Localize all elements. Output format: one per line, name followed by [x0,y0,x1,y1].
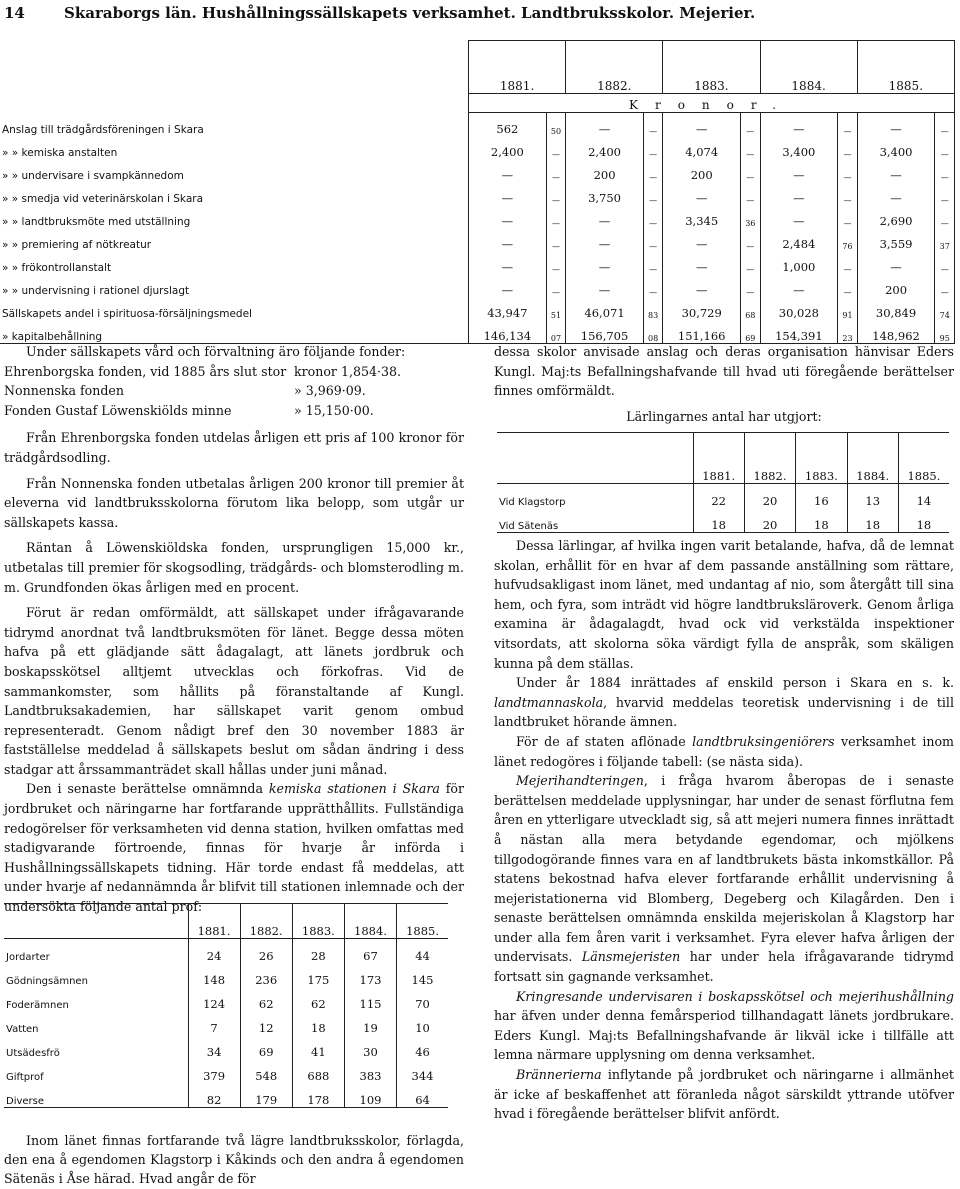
row-label: Jordarter [6,952,50,963]
year-header: 1881. [188,904,240,939]
amount-cell: — [663,182,741,205]
value-cell: 14 [898,484,949,509]
row-label: Giftprof [6,1072,44,1083]
value-cell: 24 [188,939,240,964]
fraction-cell: — [643,182,662,205]
text-run: har under hela ifrågavarande tidrymd fortsatt sin gagnande verksamhet. [494,949,954,985]
value-cell: 7 [188,1011,240,1035]
table-row [0,136,955,159]
paragraph: Räntan å Löwenskiöldska fonden, ursprungligen 15,000 kr., utbetalas till premier för skogsodling, trädgårds- och blomsterodling m. m. Grundfonden ökas årligen med en procent. [4,540,464,595]
amount-cell: — [566,113,644,137]
value-cell: 10 [397,1011,448,1035]
value-cell: 41 [292,1035,344,1059]
amount-cell: — [469,251,547,274]
amount-cell: 3,400 [760,136,838,159]
fraction-cell: — [935,251,955,274]
italic-run: Mejerihandteringen [516,773,644,789]
amount-cell: 3,750 [566,182,644,205]
amount-cell: 200 [857,274,935,297]
fraction-cell: — [838,159,857,182]
value-cell: 67 [344,939,396,964]
amount-cell: — [760,113,838,137]
fraction-cell: — [741,136,760,159]
value-cell: 109 [344,1083,396,1108]
year-header: 1885. [857,41,954,94]
text-run: verksamhet inom länet redogöres i följande tabell: (se nästa sida). [494,733,954,769]
year-header: 1881. [693,433,744,484]
table-row [4,1059,448,1083]
fraction-cell: — [546,159,565,182]
fraction-cell: 69 [741,320,760,344]
table-row [0,182,955,205]
amount-cell: 30,729 [663,297,741,320]
text-run: Den i senaste berättelse omnämnda [26,781,269,797]
value-cell: 236 [240,963,292,987]
value-cell: 20 [744,484,795,509]
table-row [4,939,448,964]
value-cell: 46 [397,1035,448,1059]
amount-cell: 562 [469,113,547,137]
right-closing-text [494,536,954,1124]
fund-value: kronor 1,854·38. [294,363,402,379]
station-table-header [4,904,448,939]
amount-cell: — [469,182,547,205]
value-cell: 18 [898,508,949,533]
fund-value: » 3,969·09. [294,383,366,399]
fraction-cell: 83 [643,297,662,320]
amount-cell: 3,400 [857,136,935,159]
text-run: inflytande på jordbruket och näringarne i allmänhet är icke af beskaffenhet att föranleda något särskildt yttrande utöfver hvad i föregående berättelser blifvit anfördt. [494,1067,954,1122]
value-cell: 179 [240,1083,292,1108]
table-row [0,274,955,297]
amount-cell: — [469,274,547,297]
fraction-cell: — [935,182,955,205]
amount-cell: — [469,159,547,182]
row-label: » » undervisning i rationel djurslagt [2,285,190,297]
amount-cell: — [663,274,741,297]
year-header: 1882. [240,904,292,939]
fraction-cell: — [546,182,565,205]
fraction-cell: — [741,182,760,205]
paragraph: Från Nonnenska fonden utbetalas årligen 200 kronor till premier åt eleverna vid landtbruksskolorna förutom lika belopp, som utgår ur sällskapets kassa. [4,475,464,530]
fund-label: Ehrenborgska fonden, vid 1885 års slut stor [4,363,287,379]
value-cell: 148 [188,963,240,987]
fraction-cell: — [643,113,662,137]
value-cell: 82 [188,1083,240,1108]
value-cell: 548 [240,1059,292,1083]
unit-row [0,94,955,113]
amount-cell: — [760,274,838,297]
fraction-cell: 74 [935,297,955,320]
value-cell: 18 [693,508,744,533]
pupils-table-header [497,433,949,484]
fraction-cell: 95 [935,320,955,344]
amount-cell: — [469,205,547,228]
value-cell: 18 [292,1011,344,1035]
table-row [4,1011,448,1035]
fraction-cell: — [546,251,565,274]
year-header: 1884. [760,41,857,94]
row-label: » » premiering af nötkreatur [2,239,152,251]
row-label: Utsädesfrö [6,1048,60,1059]
fraction-cell: — [935,113,955,137]
value-cell: 124 [188,987,240,1011]
value-cell: 12 [240,1011,292,1035]
amount-cell: 2,400 [566,136,644,159]
paragraph [494,987,954,1065]
left-column [4,342,464,917]
station-samples-table [4,903,448,1108]
row-label: Vid Sätenäs [497,508,693,533]
fraction-cell: — [838,205,857,228]
row-label: » kapitalbehållning [0,320,469,344]
table-row [4,1035,448,1059]
value-cell: 62 [240,987,292,1011]
value-cell: 115 [344,987,396,1011]
value-cell: 69 [240,1035,292,1059]
table-row [0,205,955,228]
table-row [0,113,955,137]
paragraph [494,732,954,771]
fraction-cell: 51 [546,297,565,320]
amount-cell: — [760,182,838,205]
row-label: Foderämnen [6,1000,69,1011]
text-run: För de af staten aflönade [516,733,693,749]
paragraph [494,771,954,987]
amount-cell: — [857,182,935,205]
amount-cell: — [566,205,644,228]
value-cell: 379 [188,1059,240,1083]
fraction-cell: 23 [838,320,857,344]
amount-cell: 151,166 [663,320,741,344]
amount-cell: 46,071 [566,297,644,320]
row-label: » » smedja vid veterinärskolan i Skara [2,193,204,205]
value-cell: 62 [292,987,344,1011]
table-row [4,963,448,987]
fraction-cell: 36 [741,205,760,228]
fraction-cell: — [546,136,565,159]
year-header: 1884. [847,433,898,484]
row-label: Diverse [4,1083,188,1108]
table-row [497,484,949,509]
text-run: , i fråga hvarom åberopas de i senaste berättelsen meddelade upplysningar, har under de senast förflutna fem åren en ytterligare utveckladt sig, så att mejeri numera finnes inrättadt å nästan alla mera betydande egendomar, och mjölkens tillgodogörande finnes vara en af landtbrukets bästa inkomstkällor. På statens bekostnad hafva elever fortfarande erhållit undervisning å mejeristationerna vid Blomberg, Degeberg och Kilagården. Den i senaste berättelsen omnämnda enskilda mejeriskolan å Klagstorp har under alla fem åren varit i verksamhet. Fyra elever hafva årligen der undervisats. [494,773,954,965]
value-cell: 173 [344,963,396,987]
paragraph: Förut är redan omförmäldt, att sällskapet under ifrågavarande tidrymd anordnat två landtbruksmöten för länet. Begge dessa möten hafva på ett glädjande sätt ådagalagt, att länets jordbruk och boskapsskötsel alltjemt utvecklas och förkofras. Vid de sammankomster, som hållits på föranstaltande af Kungl. Landtbruksakademien, har sällskapet varit genom ombud representeradt. Genom nådigt bref den 30 november 1883 är fastställelse meddelad å sällskapets beslut om sådan ändring i dess stadgar att årssammanträdet skall hållas under juni månad. [4,605,464,777]
value-cell: 13 [847,484,898,509]
amount-cell: 2,400 [469,136,547,159]
table-row [0,320,955,344]
fraction-cell: — [838,113,857,137]
fraction-cell: — [643,274,662,297]
amount-cell: 30,849 [857,297,935,320]
fraction-cell: — [935,274,955,297]
amount-cell: — [760,159,838,182]
fraction-cell: — [838,251,857,274]
amount-cell: — [663,251,741,274]
year-header: 1882. [744,433,795,484]
paragraph [494,1065,954,1124]
italic-run: Kringresande undervisaren i boskapsskötsel och mejerihushållning [516,988,954,1004]
row-label: » » kemiska anstalten [2,147,118,159]
right-column [494,342,954,426]
amount-cell: — [760,205,838,228]
amount-cell: 156,705 [566,320,644,344]
row-label: Sällskapets andel i spirituosa-försäljningsmedel [2,308,252,320]
fraction-cell: — [643,205,662,228]
amount-cell: — [566,274,644,297]
pupils-table [497,432,949,533]
year-header: 1882. [566,41,663,94]
table-row [0,228,955,251]
value-cell: 344 [397,1059,448,1083]
fraction-cell: 07 [546,320,565,344]
fraction-cell: — [838,274,857,297]
fraction-cell: — [741,113,760,137]
row-label: Vatten [6,1024,39,1035]
year-header: 1881. [469,41,566,94]
amount-cell: 200 [663,159,741,182]
amount-cell: 4,074 [663,136,741,159]
table-row [0,251,955,274]
fraction-cell: 50 [546,113,565,137]
paragraph [494,673,954,732]
fraction-cell: — [546,205,565,228]
fund-line [4,381,464,401]
value-cell: 28 [292,939,344,964]
italic-run: kemiska stationen i Skara [268,781,440,797]
fraction-cell: — [935,159,955,182]
fraction-cell: — [741,251,760,274]
amount-cell: 2,484 [760,228,838,251]
year-header: 1883. [663,41,760,94]
italic-run: Länsmejeristen [581,949,681,965]
fraction-cell: — [935,205,955,228]
row-label: » » frökontrollanstalt [2,262,112,274]
italic-run: Brännerierna [516,1067,602,1083]
fraction-cell: 08 [643,320,662,344]
fraction-cell: — [741,159,760,182]
fraction-cell: — [838,136,857,159]
text-run: för jordbruket och näringarne har fortfarande upprätthållits. Fullständiga redogörelser för verksamheten vid denna station, hvilken omfattas med stadigvarande förtroende, finnas för hvarje år införda i Hushållningssällskapets tidning. Här torde endast få meddelas, att under hvarje af nedannämnda år blifvit till stationen inlemnade och der undersökta följande antal prof: [4,781,464,915]
fraction-cell: — [546,228,565,251]
italic-run: landtbruksingeniörers [692,733,835,749]
fund-line [4,401,464,421]
amount-cell: 154,391 [760,320,838,344]
paragraph: Dessa lärlingar, af hvilka ingen varit betalande, hafva, då de lemnat skolan, erhållit för en hvar af dem passande anställning som rättare, hufvudsakligast inom länet, med undantag af nio, som återgått till sina hem, och fyra, som inträdt vid högre landtbruksläroverk. Genom årliga examina är ådagalagdt, hvad ock vid verkstälda inspektioner vitsordats, att skolorna söka värdigt fylla de anspråk, som skäligen kunna på dem ställas. [494,538,954,671]
year-header: 1885. [397,904,448,939]
running-title: Skaraborgs län. Hushållningssällskapets verksamhet. Landtbruksskolor. Mejerier. [64,4,756,22]
value-cell: 34 [188,1035,240,1059]
fraction-cell: — [643,228,662,251]
value-cell: 64 [397,1083,448,1108]
value-cell: 22 [693,484,744,509]
value-cell: 16 [796,484,847,509]
amount-cell: — [566,228,644,251]
value-cell: 19 [344,1011,396,1035]
fraction-cell: — [643,159,662,182]
value-cell: 175 [292,963,344,987]
value-cell: 18 [796,508,847,533]
row-label: Vid Klagstorp [499,497,566,508]
row-label: Gödningsämnen [6,976,88,987]
amount-cell: — [857,251,935,274]
fraction-cell: — [643,251,662,274]
table-row [0,297,955,320]
grants-table-header [0,41,955,94]
page-number: 14 [4,4,25,22]
value-cell: 20 [744,508,795,533]
text-run: , hvarvid meddelas teoretisk undervisning i de till landtbruket hörande ämnen. [494,694,954,730]
amount-cell: 3,559 [857,228,935,251]
left-closing-text [4,1131,464,1188]
paragraph: Inom länet finnas fortfarande två lägre landtbruksskolor, förlagda, den ena å egendomen Klagstorp i Kåkinds och den andra å egendomen Sätenäs i Åse härad. Hvad angår de för [4,1133,464,1186]
fraction-cell: — [643,136,662,159]
value-cell: 30 [344,1035,396,1059]
fraction-cell: — [741,228,760,251]
text-run: har äfven under denna femårsperiod tillhandagatt länets jordbrukare. Eders Kungl. Maj:ts Befallningshafvande är likväl icke i tillfälle att lemna närmare upplysning om denna verksamhet. [494,1008,954,1063]
fund-label: Nonnenska fonden [4,383,124,399]
amount-cell: 148,962 [857,320,935,344]
table-row [4,1083,448,1108]
amount-cell: 30,028 [760,297,838,320]
value-cell: 688 [292,1059,344,1083]
paragraph: Från Ehrenborgska fonden utdelas årligen ett pris af 100 kronor för trädgårdsodling. [4,430,464,465]
fraction-cell: — [935,136,955,159]
fraction-cell: — [741,274,760,297]
fraction-cell: — [838,182,857,205]
table-row [4,987,448,1011]
year-header: 1883. [292,904,344,939]
value-cell: 70 [397,987,448,1011]
text-run: Under år 1884 inrättades af enskild person i Skara en s. k. [516,675,954,691]
amount-cell: 200 [566,159,644,182]
row-label: » » undervisare i svampkännedom [2,170,184,182]
value-cell: 145 [397,963,448,987]
year-header: 1883. [796,433,847,484]
fraction-cell: 37 [935,228,955,251]
row-label: Anslag till trädgårdsföreningen i Skara [2,124,204,136]
fund-value: » 15,150·00. [294,402,374,418]
value-cell: 383 [344,1059,396,1083]
fraction-cell: 76 [838,228,857,251]
paragraph [4,779,464,916]
value-cell: 18 [847,508,898,533]
amount-cell: 2,690 [857,205,935,228]
value-cell: 26 [240,939,292,964]
amount-cell: — [857,159,935,182]
running-header [0,0,960,30]
amount-cell: — [857,113,935,137]
year-header: 1885. [898,433,949,484]
amount-cell: — [663,113,741,137]
row-label: » » landtbruksmöte med utställning [2,216,191,228]
pupils-heading: Lärlingarnes antal har utgjort: [626,408,822,424]
value-cell: 178 [292,1083,344,1108]
fraction-cell: 91 [838,297,857,320]
fraction-cell: 68 [741,297,760,320]
table-row [0,159,955,182]
amount-cell: — [566,251,644,274]
grants-table [0,40,955,344]
year-header: 1884. [344,904,396,939]
value-cell: 44 [397,939,448,964]
table-row [497,508,949,533]
amount-cell: — [469,228,547,251]
amount-cell: 43,947 [469,297,547,320]
fund-label: Fonden Gustaf Löwenskiölds minne [4,402,232,418]
unit-label: Kronor. [469,94,955,113]
fund-line [4,362,464,382]
funds-intro: Under sällskapets vård och förvaltning äro följande fonder: [26,344,406,359]
italic-run: landtmannaskola [494,694,604,710]
amount-cell: 1,000 [760,251,838,274]
amount-cell: 146,134 [469,320,547,344]
amount-cell: — [663,228,741,251]
fraction-cell: — [546,274,565,297]
paragraph: dessa skolor anvisade anslag och deras organisation hänvisar Eders Kungl. Maj:ts Befallningshafvande till hvad uti föregående berättelser finnes omförmäldt. [494,344,954,399]
amount-cell: 3,345 [663,205,741,228]
